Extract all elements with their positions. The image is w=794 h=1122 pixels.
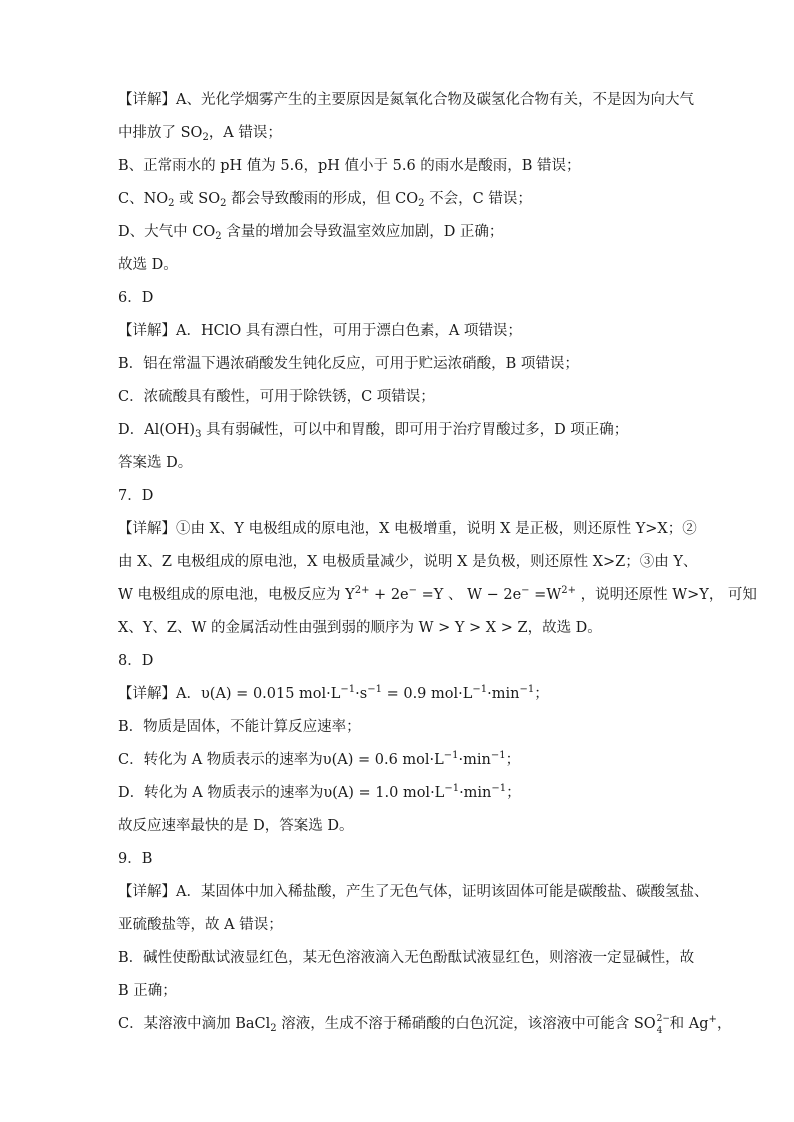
text-line-9: B．铝在常温下遇浓硝酸发生钝化反应，可用于贮运浓硝酸，B 项错误； [118,356,579,372]
text-line-12: 答案选 D。 [118,455,193,471]
text-line-24: 9．B [118,851,153,867]
text-line-20: B．物质是固体，不能计算反应速率； [118,719,361,735]
text-line-10: C．浓硫酸具有酸性，可用于除铁锈，C 项错误； [118,389,435,405]
text-line-29: C．某溶液中滴加 BaCl$_2$ 溶液，生成不溶于稀硝酸的白色沉淀，该溶液中可能含 SO 2− 4 和 Ag+， [118,1014,732,1036]
text-line-8: 【详解】A．HClO 具有漂白性，可用于漂白色素，A 项错误； [118,323,522,339]
text-line-2: 中排放了 $SO_2$，A 错误； [118,125,282,143]
text-line-21: C．转化为 A 物质表示的速率为υ(A) = 0.6 $mol\cdot L^{-1}\cdot\min^{-1}$； [118,750,521,768]
text-line-28: B 正确； [118,983,177,999]
text-line-18: 8．D [118,653,154,669]
text-line-27: B．碱性使酚酞试液显红色，某无色溶液滴入无色酚酞试液显红色，则溶液一定显碱性，故 [118,950,695,966]
text-line-25: 【详解】A．某固体中加入稀盐酸，产生了无色气体，证明该固体可能是碳酸盐、碳酸氢盐、 [118,884,709,900]
text-line-22: D．转化为 A 物质表示的速率为υ(A) = 1.0 $mol\cdot L^{-1}\cdot\min^{-1}$； [118,783,521,801]
text-line-11: D．$Al(OH)_3$ 具有弱碱性，可以中和胃酸，即可用于治疗胃酸过多，D 项正确； [118,422,629,440]
text-line-23: 故反应速率最快的是 D，答案选 D。 [118,818,354,834]
text-line-17: X、Y、Z、W 的金属活动性由强到弱的顺序为 W > Y > X > Z，故选 D。 [118,620,602,636]
text-line-14: 【详解】①由 X、Y 电极组成的原电池，X 电极增重，说明 X 是正极，则还原性 Y>X；② [118,521,697,537]
text-line-1: 【详解】A、光化学烟雾产生的主要原因是氮氧化合物及碳氢化合物有关，不是因为向大气 [118,92,694,108]
text-line-6: 故选 D。 [118,257,178,273]
text-line-4: C、$NO_2$ 或 $SO_2$ 都会导致酸雨的形成，但 $CO_2$ 不会，C 错误； [118,191,532,209]
text-line-3: B、正常雨水的 pH 值为 5.6，pH 值小于 5.6 的雨水是酸雨，B 错误； [118,158,581,174]
text-line-26: 亚硫酸盐等，故 A 错误； [118,917,283,933]
text-line-5: D、大气中 $CO_2$ 含量的增加会导致温室效应加剧，D 正确； [118,224,504,242]
text-line-16: W 电极组成的原电池，电极反应为 $Y^{2+} + 2e^- =Y$ 、 $W - 2e^- =W^{2+}$ ，说明还原性 W>Y， 可知 [118,585,757,603]
text-line-13: 7．D [118,488,154,504]
text-line-19: 【详解】A．υ(A) = 0.015 $mol\cdot L^{-1}\cdot s^{-1} = 0.9$ $mol\cdot L^{-1}\cdot\min^{-1}$； [118,684,549,702]
text-line-15: 由 X、Z 电极组成的原电池，X 电极质量减少，说明 X 是负极，则还原性 X>Z；③由 Y、 [118,554,698,570]
text-line-7: 6．D [118,290,154,306]
